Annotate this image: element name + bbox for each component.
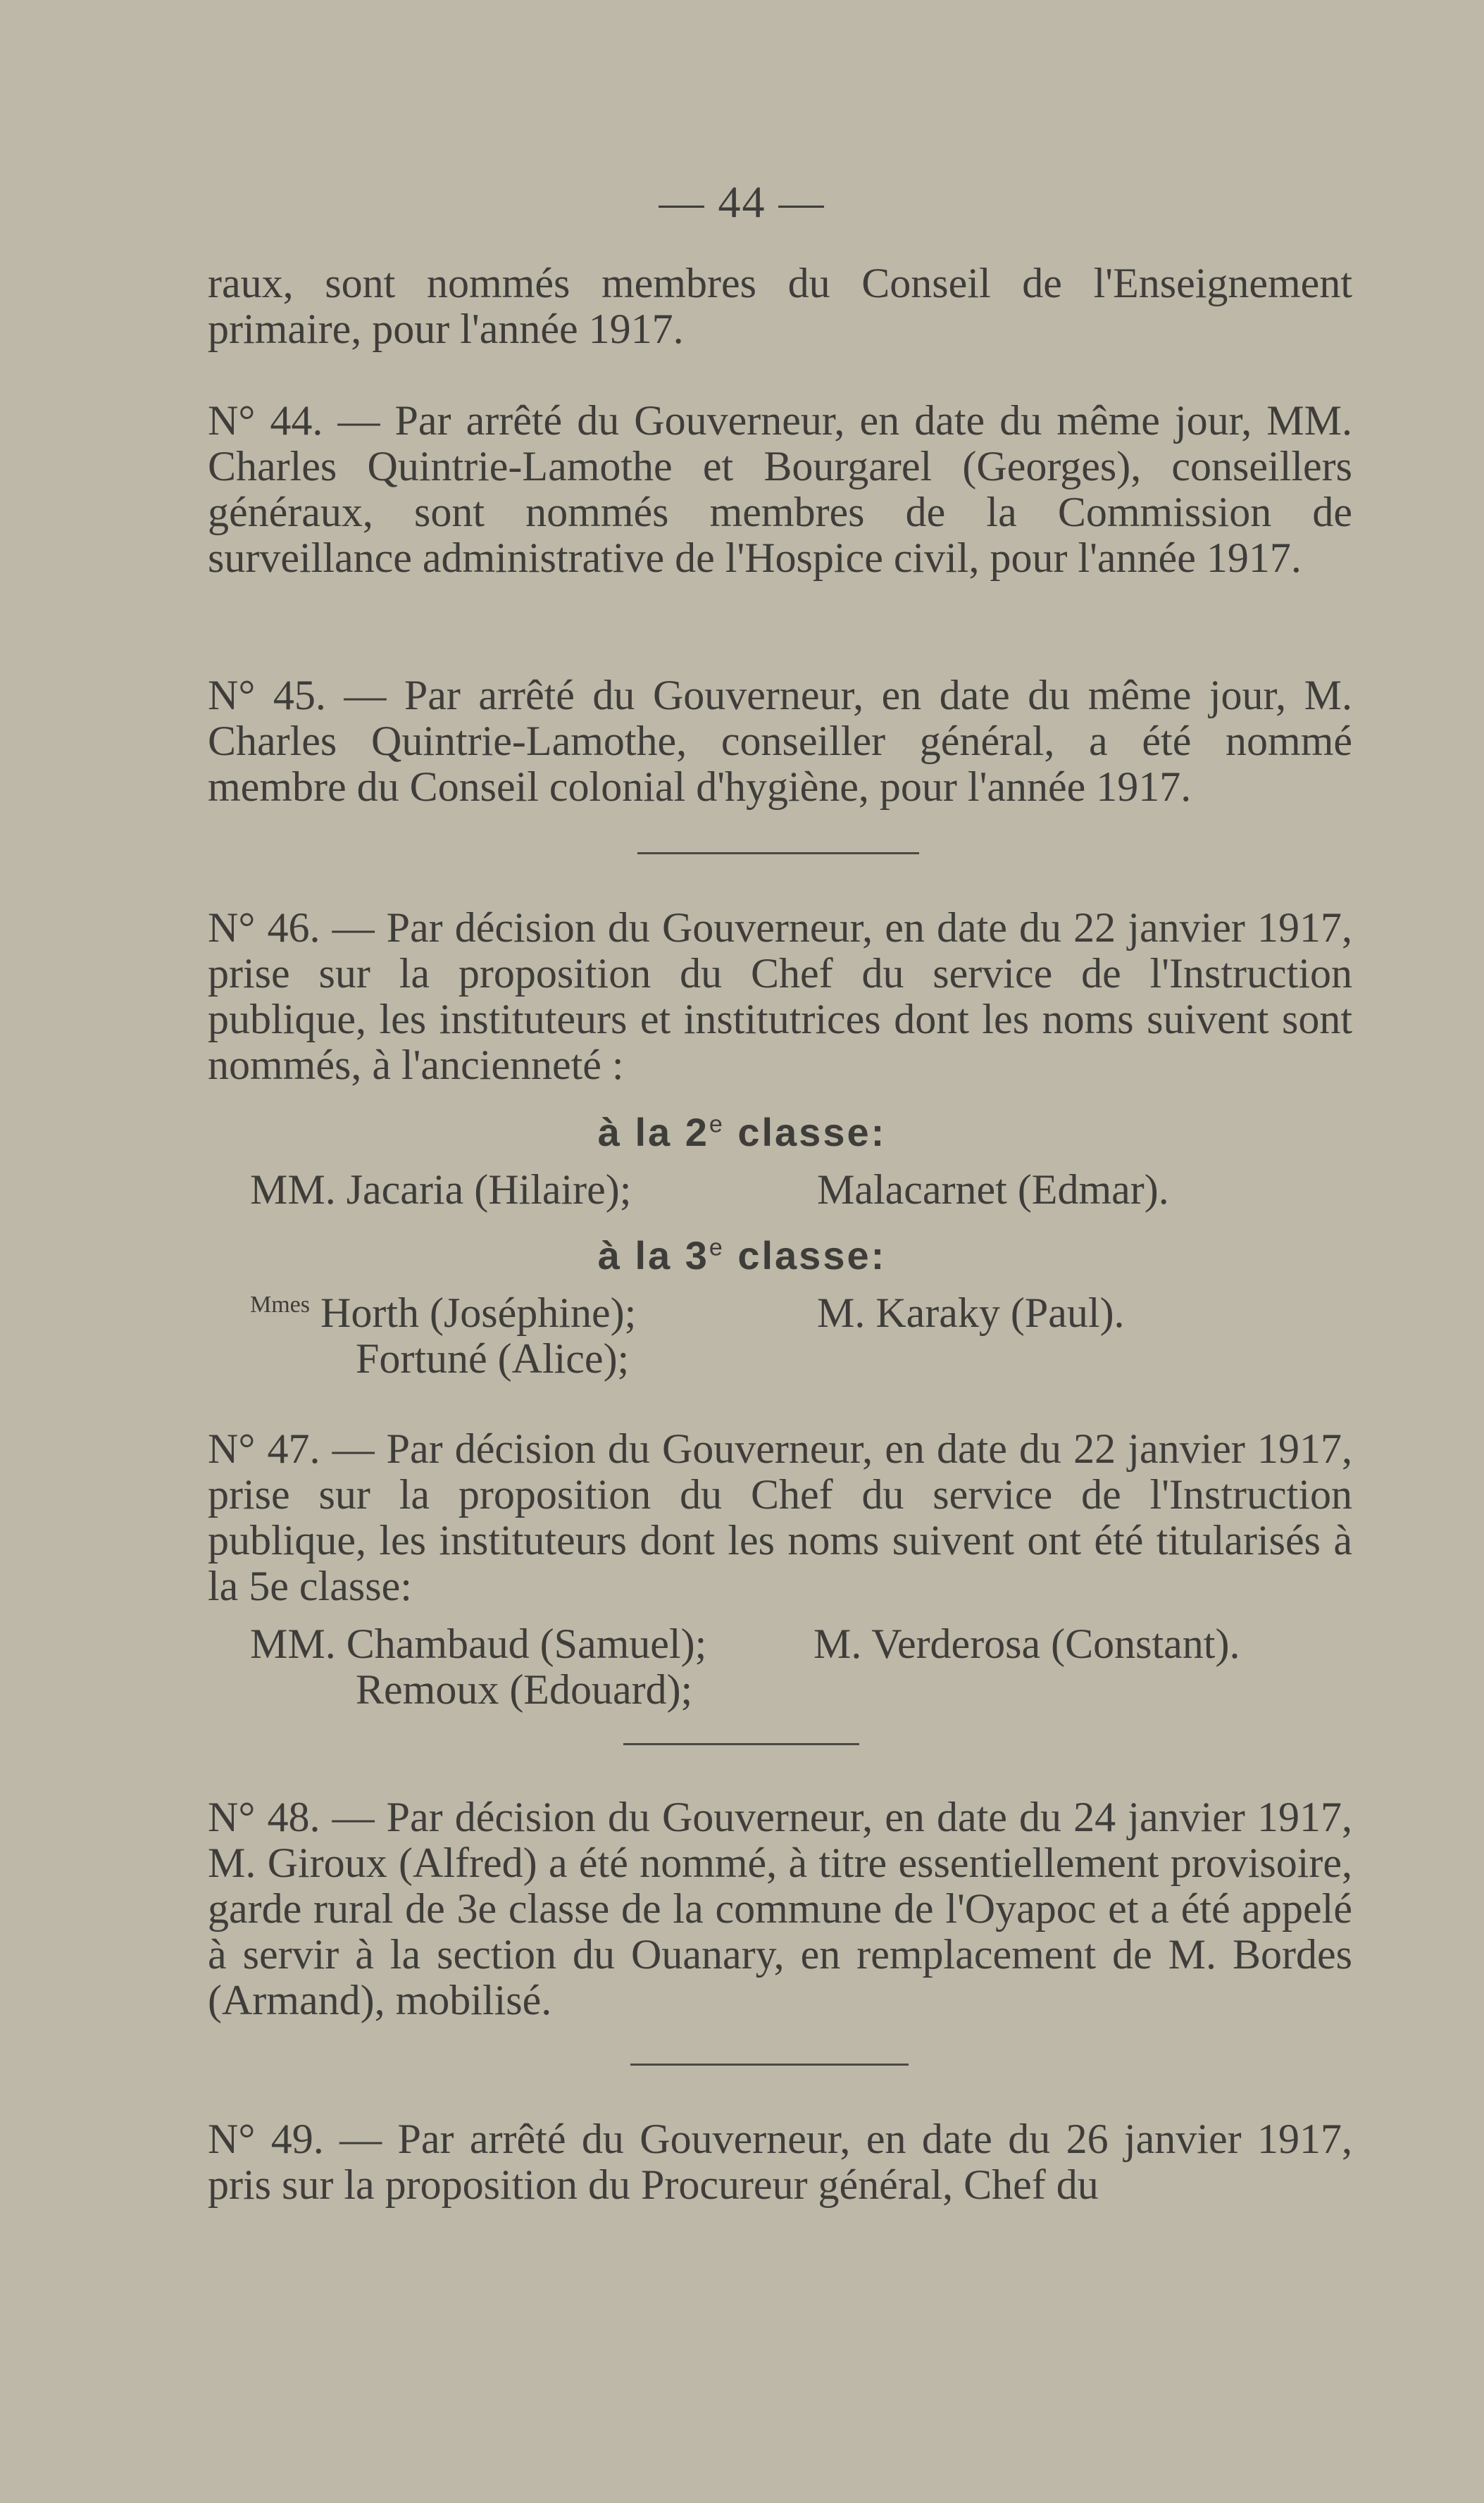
entry-49-paragraph: N° 49. — Par arrêté du Gouverneur, en date du 26 janvier 1917, pris sur la proposition du Procureur général, Chef du (208, 2116, 1352, 2208)
entry-46-paragraph: N° 46. — Par décision du Gouverneur, en date du 22 janvier 1917, prise sur la proposition du Chef du service de l'Instruction publique, les instituteurs et institutrices dont les noms suivent sont nommés, à l'ancienneté : (208, 904, 1352, 1088)
class-2-suffix: classe: (724, 1110, 887, 1154)
class-2-sup: e (709, 1111, 725, 1138)
entry-47-name-left-1: MM. Chambaud (Samuel); (250, 1621, 707, 1667)
section-divider (637, 852, 919, 854)
entry-47-name-left-2: Remoux (Edouard); (356, 1666, 693, 1713)
class-3-sup: e (709, 1234, 725, 1261)
class-2-prefix: à la 2 (597, 1110, 709, 1154)
entry-47-paragraph: N° 47. — Par décision du Gouverneur, en date du 22 janvier 1917, prise sur la proposition du Chef du service de l'Instruction publique, les instituteurs dont les noms suivent ont été titularisés à la 5e classe: (208, 1425, 1352, 1609)
class-3-suffix: classe: (724, 1233, 887, 1278)
entry-44-paragraph: N° 44. — Par arrêté du Gouverneur, en date du même jour, MM. Charles Quintrie-Lamothe et Bourgarel (Georges), conseillers généraux, sont nommés membres de la Commission de surveillance administrative de l'Hospice civil, pour l'année 1917. (208, 397, 1352, 581)
class-3-name-horth: Horth (Joséphine); (320, 1290, 637, 1336)
entry-48-paragraph: N° 48. — Par décision du Gouverneur, en date du 24 janvier 1917, M. Giroux (Alfred) a été nommé, à titre essentiellement provisoire, garde rural de 3e classe de la commune de l'Oyapoc et a été appelé à servir à la section du Ouanary, en remplacement de M. Bordes (Armand), mobilisé. (208, 1794, 1352, 2023)
class-3-name-left-1 (250, 1289, 636, 1337)
entry-45-paragraph: N° 45. — Par arrêté du Gouverneur, en date du même jour, M. Charles Quintrie-Lamothe, conseiller général, a été nommé membre du Conseil colonial d'hygiène, pour l'année 1917. (208, 672, 1352, 810)
class-2-heading (0, 1109, 1484, 1155)
class-3-heading (0, 1232, 1484, 1278)
class-2-name-left: MM. Jacaria (Hilaire); (250, 1166, 632, 1213)
title-mmes: Mmes (250, 1292, 310, 1318)
page-number: — 44 — (659, 177, 825, 227)
class-2-name-right: Malacarnet (Edmar). (817, 1166, 1169, 1213)
intro-paragraph: raux, sont nommés membres du Conseil de l'Enseignement primaire, pour l'année 1917. (208, 260, 1352, 352)
class-3-prefix: à la 3 (597, 1233, 709, 1278)
class-3-name-right: M. Karaky (Paul). (817, 1290, 1125, 1336)
entry-47-name-right: M. Verderosa (Constant). (813, 1621, 1240, 1667)
section-divider (623, 1743, 859, 1745)
section-divider (630, 2064, 909, 2066)
class-3-name-left-2: Fortuné (Alice); (356, 1335, 630, 1382)
